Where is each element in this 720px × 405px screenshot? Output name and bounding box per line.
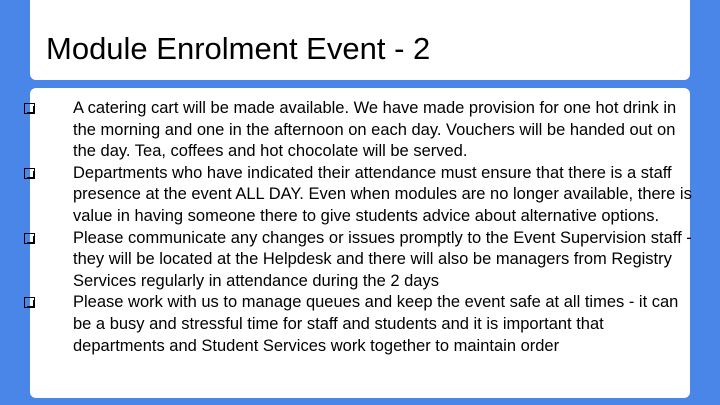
slide-title: Module Enrolment Event - 2 — [46, 31, 431, 66]
bullet-list — [24, 98, 694, 357]
checkbox-square-icon — [24, 233, 35, 244]
checkbox-square-icon — [24, 103, 35, 114]
bullet-item — [24, 292, 694, 357]
title-panel — [30, 0, 690, 80]
bullet-text: Please communicate any changes or issues promptly to the Event Supervision staff - they will be located at the Helpdesk and there will also be managers from Registry Services regularly in attendance during the 2 days — [73, 228, 692, 290]
bullet-text: Please work with us to manage queues and keep the event safe at all times - it can be a busy and stressful time for staff and students and it is important that departments and Student Services work together to maintain order — [73, 293, 679, 355]
checkbox-square-icon — [24, 297, 35, 308]
bullet-item — [24, 98, 694, 163]
bullet-text: A catering cart will be made available. We have made provision for one hot drink in the morning and one in the afternoon on each day. Vouchers will be handed out on the day. Tea, coffees and hot chocolate will be served. — [73, 99, 677, 161]
bullet-item — [24, 163, 694, 228]
checkbox-square-icon — [24, 168, 35, 179]
bullet-item — [24, 228, 694, 293]
bullet-text: Departments who have indicated their attendance must ensure that there is a staff presence at the event ALL DAY. Even when modules are no longer available, there is value in having someone there to give students advice about alternative options. — [73, 163, 692, 225]
